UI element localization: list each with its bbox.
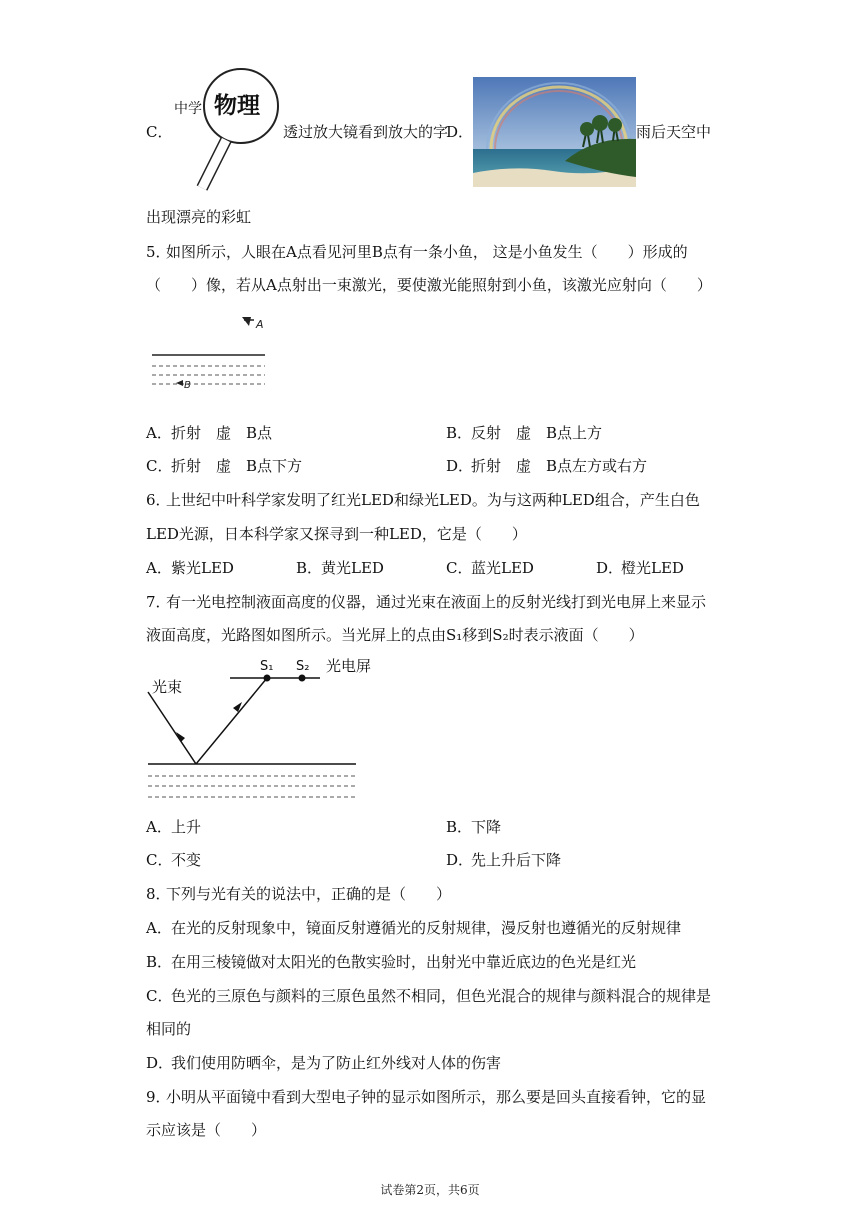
q5-number: 5． [146,243,171,261]
q7-option-a-label: A． [146,818,172,836]
fish-icon [176,380,183,386]
q5-figure-label-a: A [256,318,264,331]
page-footer: 试卷第2页，共6页 [380,1183,480,1197]
q8-option-b-text: 在用三棱镜做对太阳光的色散实验时，出射光中靠近底边的色光是红光 [171,953,637,971]
q5-stem-line2: （ ）像，若从A点射出一束激光，要使激光能照射到小鱼，该激光应射向（ ） [146,276,712,294]
q6-option-a-text: 紫光LED [171,559,234,577]
q5-option-c-text: 折射 虚 B点下方 [171,457,303,475]
magnifier-big-text: 物理 [214,93,260,119]
q7-option-b-text: 下降 [471,818,502,836]
q4-option-d-text-a: 雨后天空中 [636,123,712,141]
q8-option-a-text: 在光的反射现象中，镜面反射遵循光的反射规律，漫反射也遵循光的反射规律 [171,919,682,937]
q7-number: 7． [146,593,171,611]
q8-option-b-label: B． [146,953,173,971]
q9-stem-line1: 小明从平面镜中看到大型电子钟的显示如图所示，那么要是回头直接看钟，它的显 [166,1088,707,1106]
q7-option-c-label: C． [146,851,173,869]
q6-stem-line1: 上世纪中叶科学家发明了红光LED和绿光LED。为与这两种LED组合，产生白色 [166,491,700,509]
q7-option-c-text: 不变 [171,851,202,869]
q5-option-b-label: B． [446,424,473,442]
q7-figure-label-s1: S₁ [260,659,274,674]
q6-option-c-label: C． [446,559,473,577]
q5-option-d-label: D． [446,457,474,475]
magnifier-figure [168,76,284,194]
q5-option-a-text: 折射 虚 B点 [171,424,273,442]
q7-figure-label-s2: S₂ [296,659,310,674]
q9-number: 9． [146,1088,171,1106]
q7-option-a-text: 上升 [171,818,202,836]
q7-stem-line1: 有一光电控制液面高度的仪器，通过光束在液面上的反射光线打到光电屏上来显示 [166,593,707,611]
q4-option-c-text: 透过放大镜看到放大的字 [283,123,449,141]
q8-option-c-label: C． [146,987,173,1005]
q7-figure-light-path [146,652,372,804]
q8-stem: 下列与光有关的说法中，正确的是（ ） [166,885,452,903]
q8-option-c-text: 色光的三原色与颜料的三原色虽然不相同，但色光混合的规律与颜料混合的规律是 [171,987,712,1005]
q4-option-c-label: C． [146,123,173,141]
q5-figure-river [150,308,270,398]
q4-option-d-text-b: 出现漂亮的彩虹 [146,208,252,226]
q8-option-d-label: D． [146,1054,174,1072]
q7-figure-label-screen: 光电屏 [326,657,372,675]
q6-number: 6． [146,491,171,509]
q6-stem-line2: LED光源，日本科学家又探寻到一种LED，它是（ ） [146,525,527,543]
q5-stem-line1: 如图所示，人眼在A点看见河里B点有一条小鱼， 这是小鱼发生（ ）形成的 [166,243,688,261]
q8-option-d-text: 我们使用防晒伞，是为了防止红外线对人体的伤害 [171,1054,502,1072]
q6-option-d-text: 橙光LED [621,559,684,577]
q6-option-b-text: 黄光LED [321,559,384,577]
q6-option-c-text: 蓝光LED [471,559,534,577]
q5-figure-label-b: B [184,380,191,391]
q7-option-d-text: 先上升后下降 [471,851,562,869]
q6-option-b-label: B． [296,559,323,577]
q5-option-b-text: 反射 虚 B点上方 [471,424,603,442]
q7-option-b-label: B． [446,818,473,836]
q7-figure-label-beam: 光束 [152,678,183,696]
q8-option-c-text-cont: 相同的 [146,1020,192,1038]
q7-stem-line2: 液面高度，光路图如图所示。当光屏上的点由S₁移到S₂时表示液面（ ） [146,626,644,644]
q5-option-d-text: 折射 虚 B点左方或右方 [471,457,648,475]
eye-icon [242,317,254,326]
q5-option-a-label: A． [146,424,172,442]
q7-option-d-label: D． [446,851,474,869]
rainbow-photo [473,77,636,187]
q8-number: 8． [146,885,171,903]
q9-stem-line2: 示应该是（ ） [146,1121,267,1139]
q4-option-d-label: D． [446,123,474,141]
q5-option-c-label: C． [146,457,173,475]
magnifier-small-text: 中学 [174,101,202,117]
q6-option-d-label: D． [596,559,624,577]
q6-option-a-label: A． [146,559,172,577]
q8-option-a-label: A． [146,919,172,937]
